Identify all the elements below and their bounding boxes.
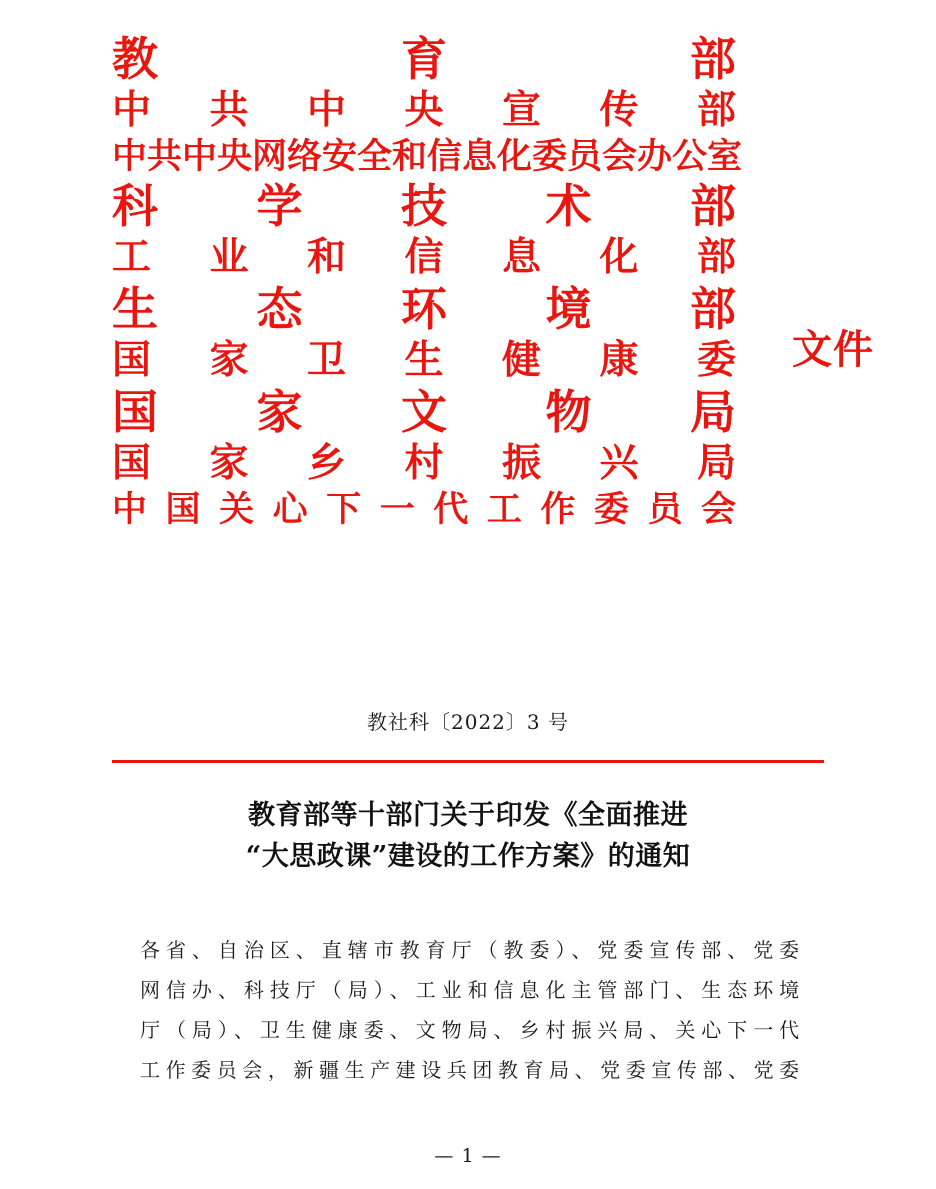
body-line-1: 各省、自治区、直辖市教育厅（教委）、党委宣传部、党委 xyxy=(140,938,800,962)
page-number-footer: — 1 — xyxy=(434,1145,502,1167)
body-line-4: 工作委员会，新疆生产建设兵团教育局、党委宣传部、党委 xyxy=(140,1058,800,1082)
issuing-agency-10: 中国关心下一代工作委员会 xyxy=(112,489,736,530)
issuing-agency-7: 国家卫生健康委 xyxy=(112,337,736,383)
issuing-agency-5: 工业和信息化部 xyxy=(112,234,736,280)
issuing-agency-list xyxy=(0,32,936,532)
issuing-agency-9: 国家乡村振兴局 xyxy=(112,440,736,486)
document-body xyxy=(140,930,800,1090)
body-line-3: 厅（局）、卫生健康委、文物局、乡村振兴局、关心下一代 xyxy=(140,1018,800,1042)
document-title xyxy=(118,796,818,877)
issuing-agency-8: 国家文物局 xyxy=(112,385,736,439)
issuing-agency-4: 科学技术部 xyxy=(112,179,736,233)
issuing-agency-3: 中共中央网络安全和信息化委员会办公室 xyxy=(112,136,743,177)
masthead xyxy=(0,32,936,532)
issuing-agency-1: 教育部 xyxy=(112,32,736,86)
document-number: 教社科〔2022〕3 号 xyxy=(367,710,569,734)
wenjian-label: 文件 xyxy=(792,326,874,373)
red-separator-rule xyxy=(112,760,824,763)
issuing-agency-2: 中共中央宣传部 xyxy=(112,87,736,133)
body-line-2: 网信办、科技厅（局）、工业和信息化主管部门、生态环境 xyxy=(140,978,800,1002)
document-title-line-2: “大思政课”建设的工作方案》的通知 xyxy=(245,840,691,872)
document-title-line-1: 教育部等十部门关于印发《全面推进 xyxy=(248,800,688,831)
issuing-agency-6: 生态环境部 xyxy=(112,282,736,336)
